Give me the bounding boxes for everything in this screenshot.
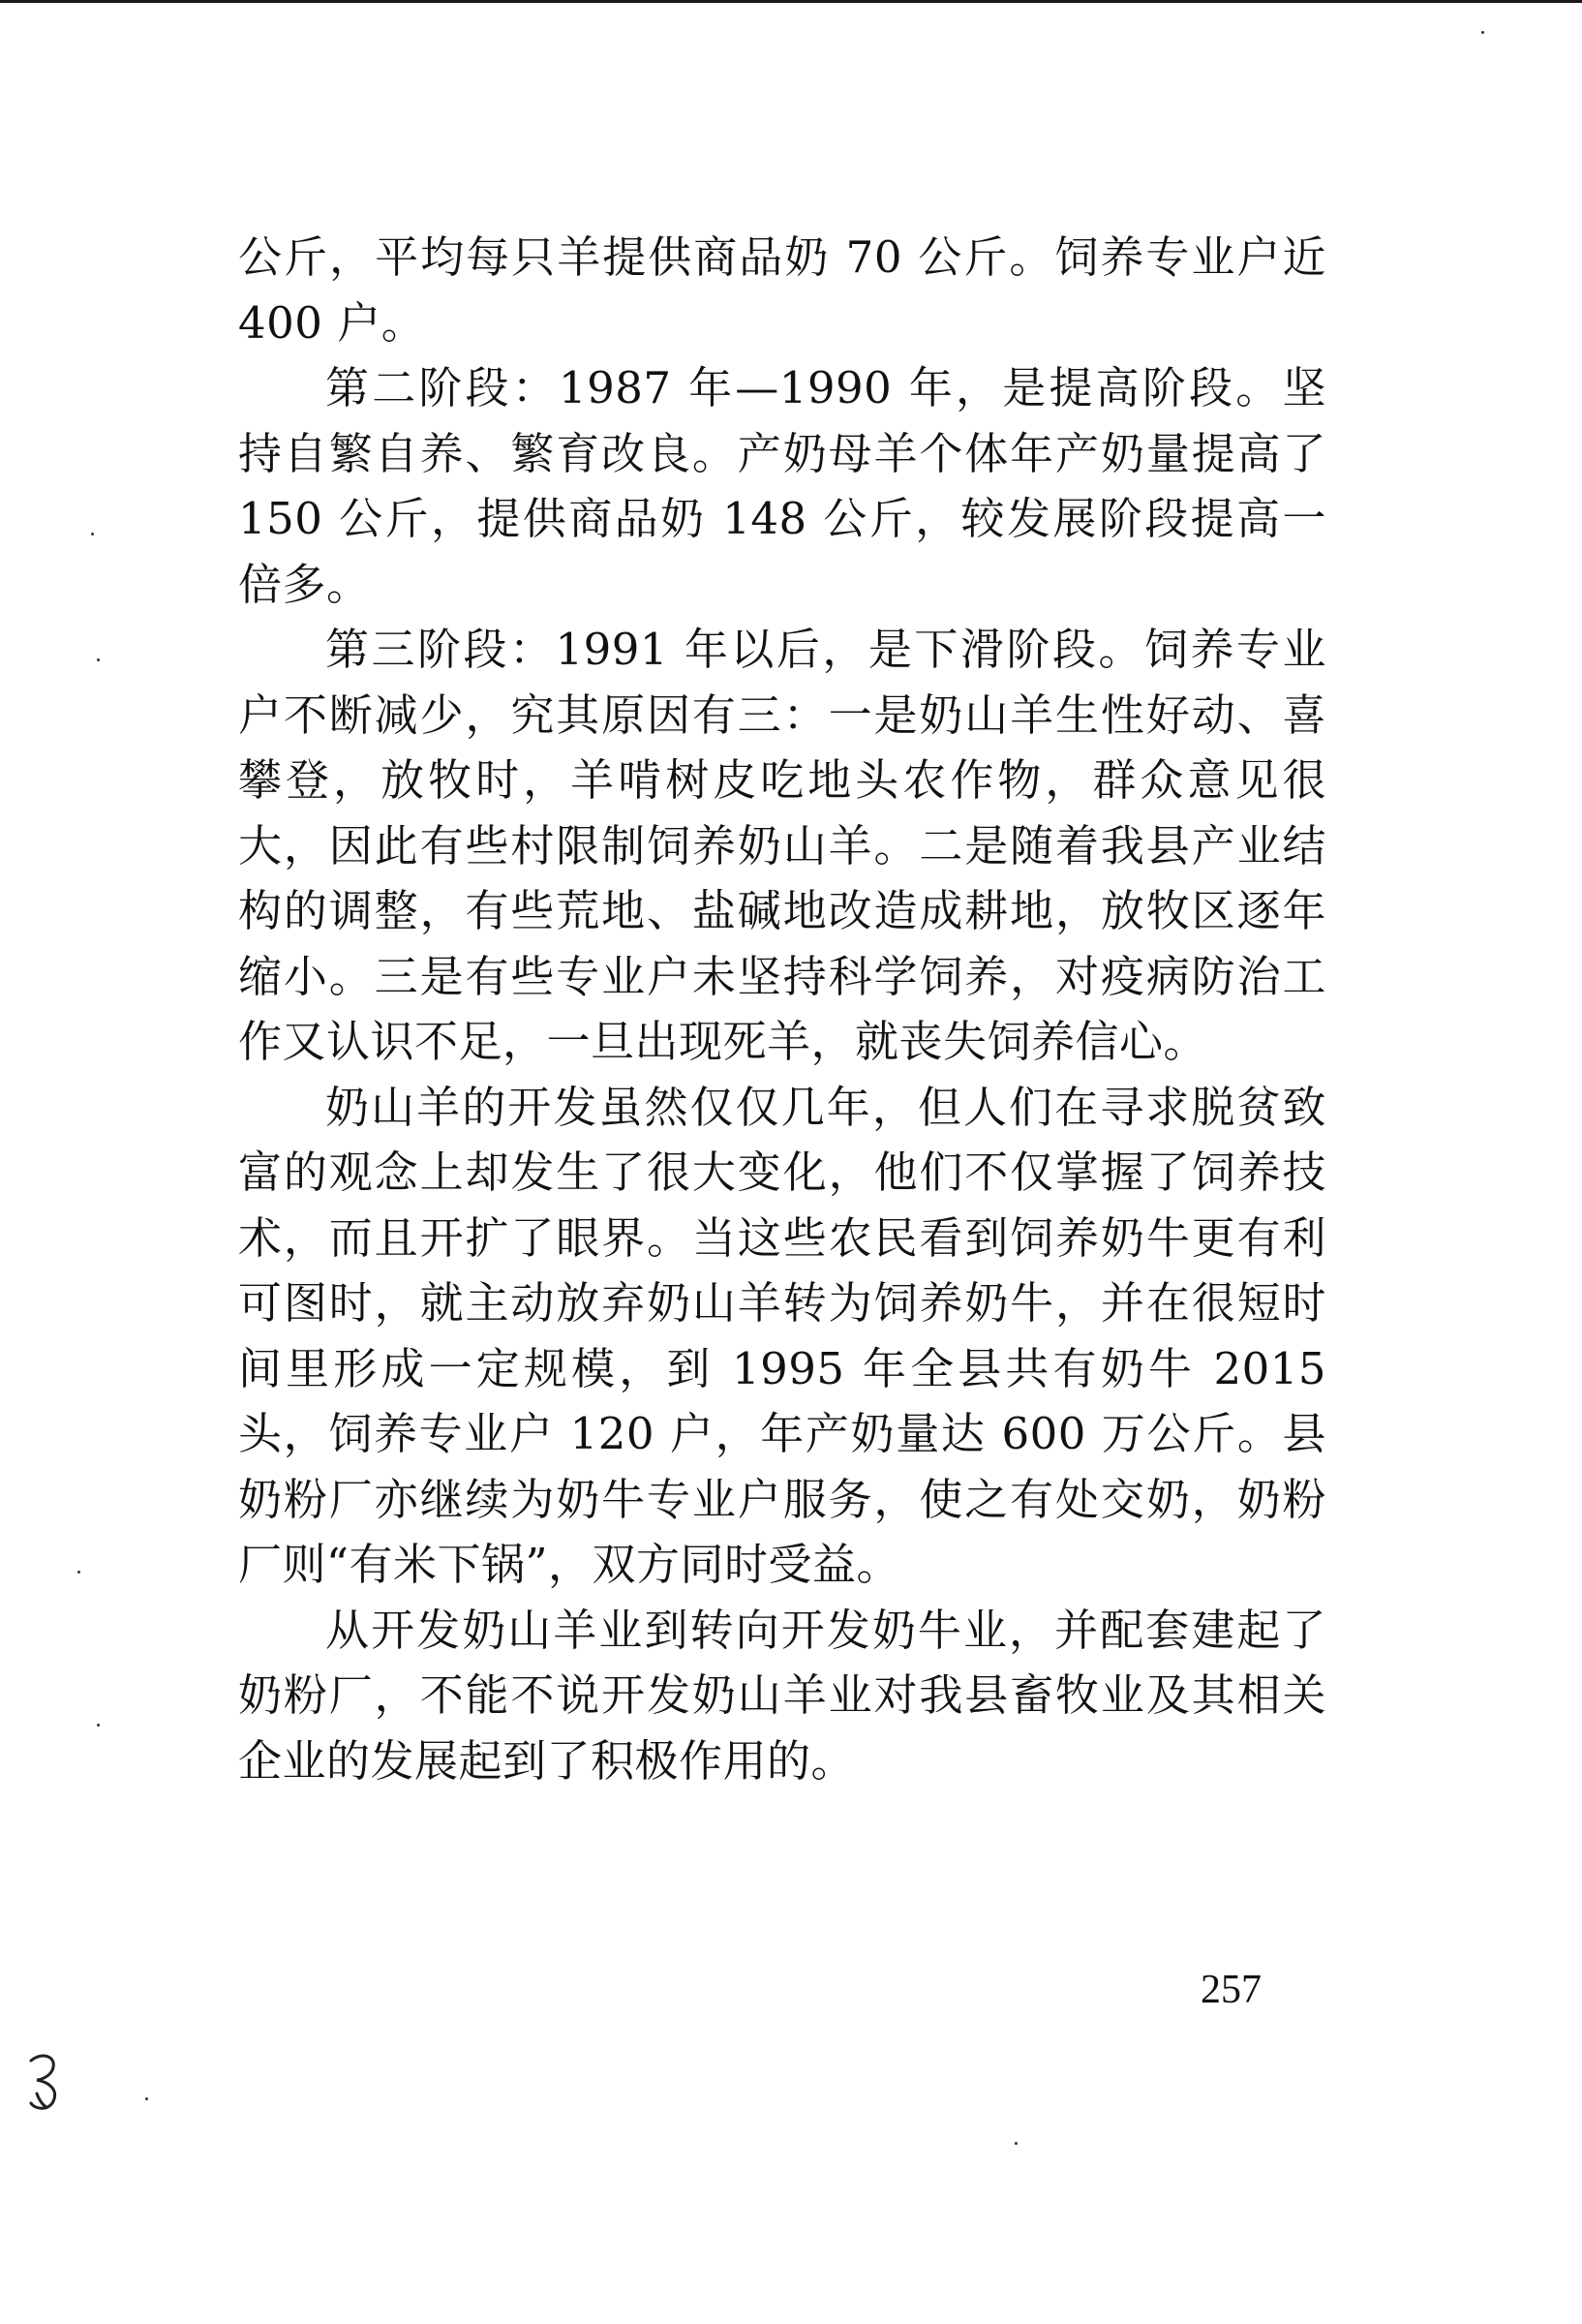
page-number: 257 (1201, 1968, 1262, 2012)
scan-speck (91, 533, 94, 535)
scan-speck (145, 2097, 148, 2100)
scan-speck (77, 1571, 80, 1574)
scan-speck (1015, 2142, 1018, 2145)
body-text (238, 225, 1326, 1793)
scan-speck (97, 1724, 100, 1727)
paragraph-dairy-cattle: 奶山羊的开发虽然仅仅几年，但人们在寻求脱贫致富的观念上却发生了很大变化，他们不仅掌握了饲养技术，而且开扩了眼界。当这些农民看到饲养奶牛更有利可图时，就主动放弃奶山羊转为饲养奶牛，并在很短时间里形成一定规模，到 1995 年全县共有奶牛 2015 头，饲养专业户 120 户，年产奶量达 600 万公斤。县奶粉厂亦继续为奶牛专业户服务，使之有处交奶，奶粉厂则“有米下锅”，双方同时受益。 (238, 1081, 1326, 1590)
paragraph-stage-two: 第二阶段：1987 年—1990 年，是提高阶段。坚持自繁自养、繁育改良。产奶母羊个体年产奶量提高了 150 公斤，提供商品奶 148 公斤，较发展阶段提高一倍多。 (238, 362, 1326, 610)
paragraph-stage-three: 第三阶段：1991 年以后，是下滑阶段。饲养专业户不断减少，究其原因有三：一是奶山羊生性好动、喜攀登，放牧时，羊啃树皮吃地头农作物，群众意见很大，因此有些村限制饲养奶山羊。二是随着我县产业结构的调整，有些荒地、盐碱地改造成耕地，放牧区逐年缩小。三是有些专业户未坚持科学饲养，对疫病防治工作又认识不足，一旦出现死羊，就丧失饲养信心。 (238, 624, 1326, 1067)
paragraph-continuation: 公斤，平均每只羊提供商品奶 70 公斤。饲养专业户近 400 户。 (238, 231, 1326, 349)
top-border-line (0, 0, 1582, 3)
scan-speck (97, 658, 100, 661)
handwritten-mark-icon (23, 2047, 66, 2115)
scan-speck (1481, 31, 1484, 34)
paragraph-conclusion: 从开发奶山羊业到转向开发奶牛业，并配套建起了奶粉厂，不能不说开发奶山羊业对我县畜牧业及其相关企业的发展起到了积极作用的。 (238, 1604, 1326, 1787)
